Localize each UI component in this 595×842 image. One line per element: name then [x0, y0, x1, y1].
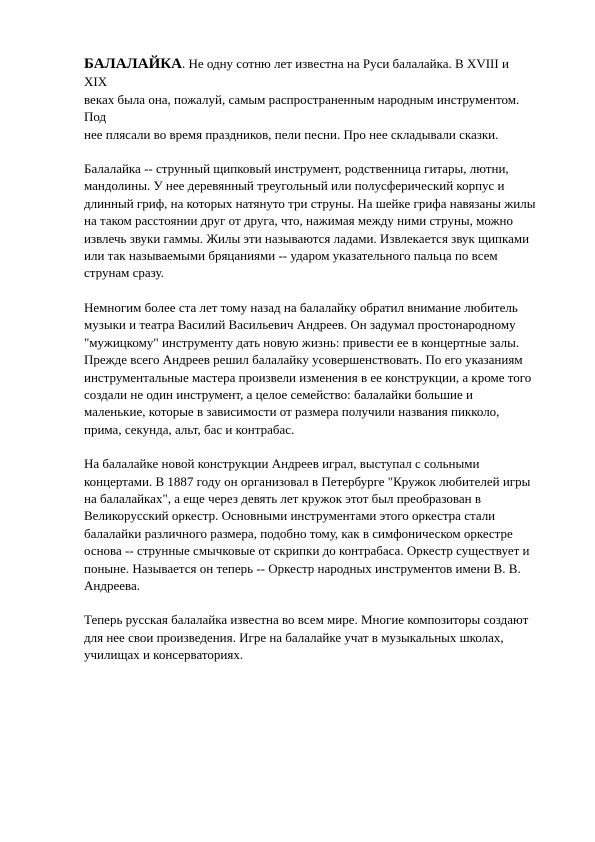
- text-line: на таком расстоянии друг от друга, что, нажимая между ними струны, можно: [84, 213, 513, 229]
- text-line: поныне. Называется он теперь -- Оркестр народных инструментов имени В. В.: [84, 560, 521, 576]
- text-line: Теперь русская балалайка известна во всем мире. Многие композиторы создают: [84, 612, 529, 628]
- text-line: инструментальные мастера произвели изменения в ее конструкции, а кроме того: [84, 369, 532, 385]
- text-line: Под: [84, 109, 107, 125]
- document-title: БАЛАЛАЙКА: [84, 56, 182, 72]
- text-line: Балалайка -- струнный щипковый инструмент, родственница гитары, лютни,: [84, 161, 509, 177]
- text-line: струнам сразу.: [84, 265, 164, 281]
- paragraph-intro: [84, 55, 554, 143]
- paragraph-orchestra: [84, 455, 554, 594]
- text-line: музыки и театра Василий Васильевич Андреев. Он задумал простонародному: [84, 317, 516, 333]
- text-line: извлечь звуки гаммы. Жилы эти называются ладами. Извлекается звук щипками: [84, 230, 530, 246]
- text-line: училищах и консерваториях.: [84, 647, 244, 663]
- text-line: нее плясали во время праздников, пели песни. Про нее складывали сказки.: [84, 126, 499, 142]
- text-line: На балалайке новой конструкции Андреев играл, выступал с сольными: [84, 456, 480, 472]
- text-line: мандолины. У нее деревянный треугольный или полусферический корпус и: [84, 178, 505, 194]
- paragraph-andreev: [84, 299, 554, 438]
- text-line: балалайки различного размера, подобно тому, как в симфоническом оркестре: [84, 525, 513, 541]
- text-line: "мужицкому" инструменту дать новую жизнь: привести ее в концертные залы.: [84, 334, 520, 350]
- text-line: для нее свои произведения. Игре на балалайке учат в музыкальных школах,: [84, 629, 504, 645]
- text-line: на балалайках", а еще через девять лет кружок этот был преобразован в: [84, 490, 481, 506]
- text-line: концертами. В 1887 году он организовал в Петербурге "Кружок любителей игры: [84, 473, 531, 489]
- text-line: XIX: [84, 74, 108, 90]
- text-line: Великорусский оркестр. Основными инструментами этого оркестра стали: [84, 508, 496, 524]
- text-line: Андреева.: [84, 577, 140, 593]
- text-line: маленькие, которые в зависимости от размера получили названия пикколо,: [84, 404, 500, 420]
- paragraph-today: [84, 611, 554, 663]
- text-line: [84, 55, 554, 73]
- text-line-rest: . Не одну сотню лет известна на Руси балалайка. В XVIII и: [181, 56, 509, 71]
- text-line: или так называемыми бряцаниями -- ударом указательного пальца по всем: [84, 248, 498, 264]
- text-line: веках была она, пожалуй, самым распространенным народным инструментом.: [84, 91, 520, 107]
- text-line: Немногим более ста лет тому назад на балалайку обратил внимание любитель: [84, 299, 518, 315]
- text-line: Прежде всего Андреев решил балалайку усовершенствовать. По его указаниям: [84, 352, 523, 368]
- document-page: [84, 55, 554, 681]
- paragraph-description: [84, 160, 554, 282]
- text-line: создали не один инструмент, а целое семейство: балалайки большие и: [84, 386, 473, 402]
- text-line: длинный гриф, на которых натянуто три струны. На шейке грифа навязаны жилы: [84, 195, 536, 211]
- text-line: основа -- струнные смычковые от скрипки до контрабаса. Оркестр существует и: [84, 543, 530, 559]
- text-line: прима, секунда, альт, бас и контрабас.: [84, 421, 295, 437]
